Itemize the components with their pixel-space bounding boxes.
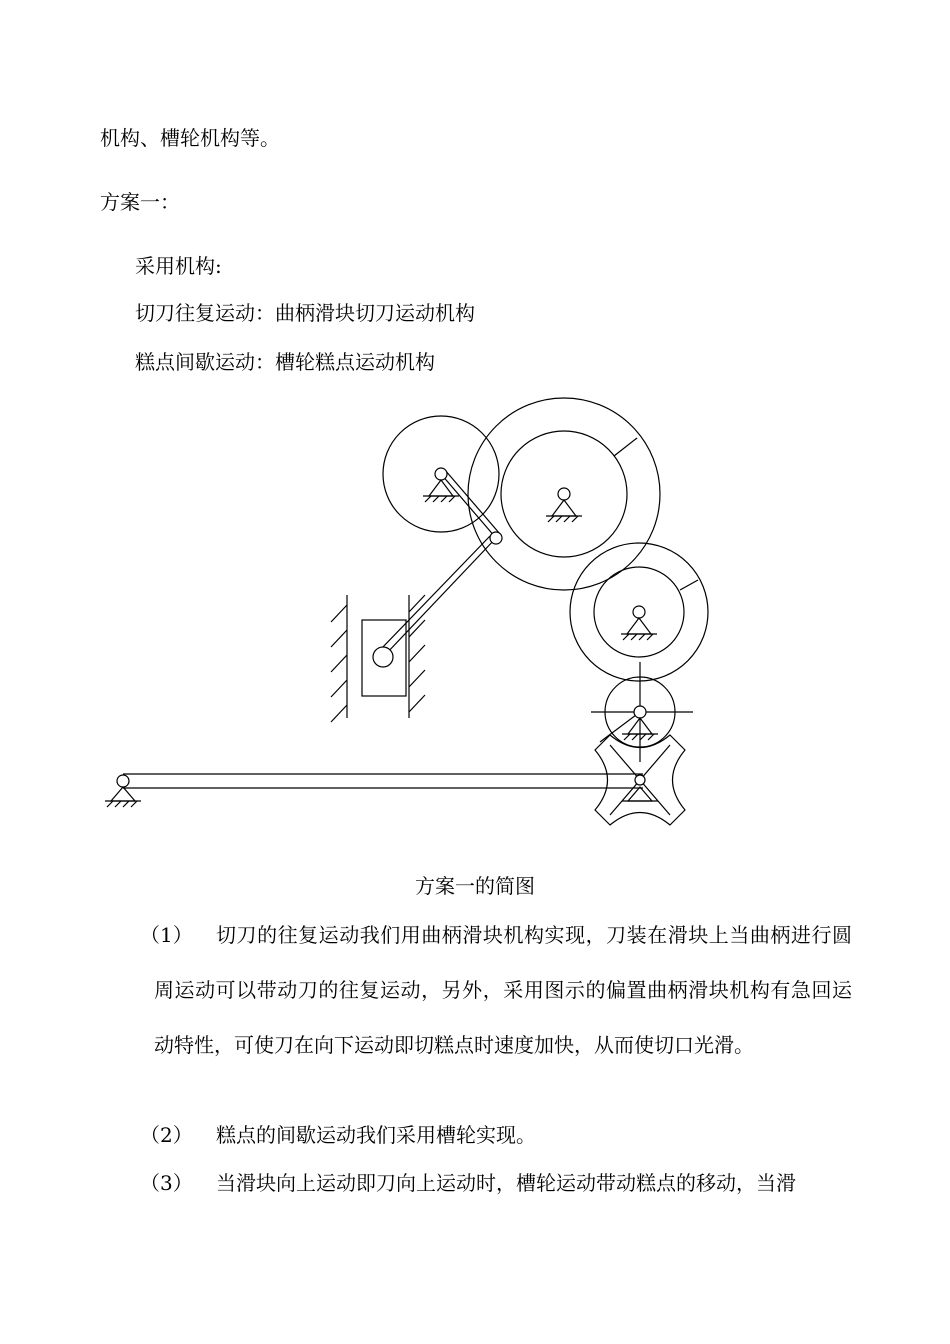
scheme-heading: 方案一： bbox=[100, 190, 180, 214]
list-item bbox=[140, 1156, 852, 1211]
list-item bbox=[140, 908, 852, 1073]
item-number: （2） bbox=[140, 1123, 193, 1147]
mechanism-diagram bbox=[95, 390, 715, 840]
item-text: 当滑块向上运动即刀向上运动时，槽轮运动带动糕点的移动，当滑 bbox=[216, 1171, 796, 1195]
mechanism-cake: 糕点间歇运动：槽轮糕点运动机构 bbox=[135, 350, 435, 374]
coupler-rod bbox=[385, 538, 496, 655]
item-number: （3） bbox=[140, 1171, 193, 1195]
list-item bbox=[140, 1108, 852, 1163]
mechanism-heading: 采用机构: bbox=[135, 254, 222, 278]
item-text: 糕点的间歇运动我们采用槽轮实现。 bbox=[216, 1123, 536, 1147]
item-text: 切刀的往复运动我们用曲柄滑块机构实现，刀装在滑块上当曲柄进行圆周运动可以带动刀的往复运动，另外，采用图示的偏置曲柄滑块机构有急回运动特性，可使刀在向下运动即切糕点时速度加快，从而使切口光滑。 bbox=[154, 923, 852, 1057]
item-number: （1） bbox=[140, 923, 193, 947]
continued-text: 机构、槽轮机构等。 bbox=[100, 126, 280, 150]
mechanism-cutter: 切刀往复运动：曲柄滑块切刀运动机构 bbox=[135, 301, 475, 325]
figure-caption: 方案一的简图 bbox=[415, 874, 535, 898]
